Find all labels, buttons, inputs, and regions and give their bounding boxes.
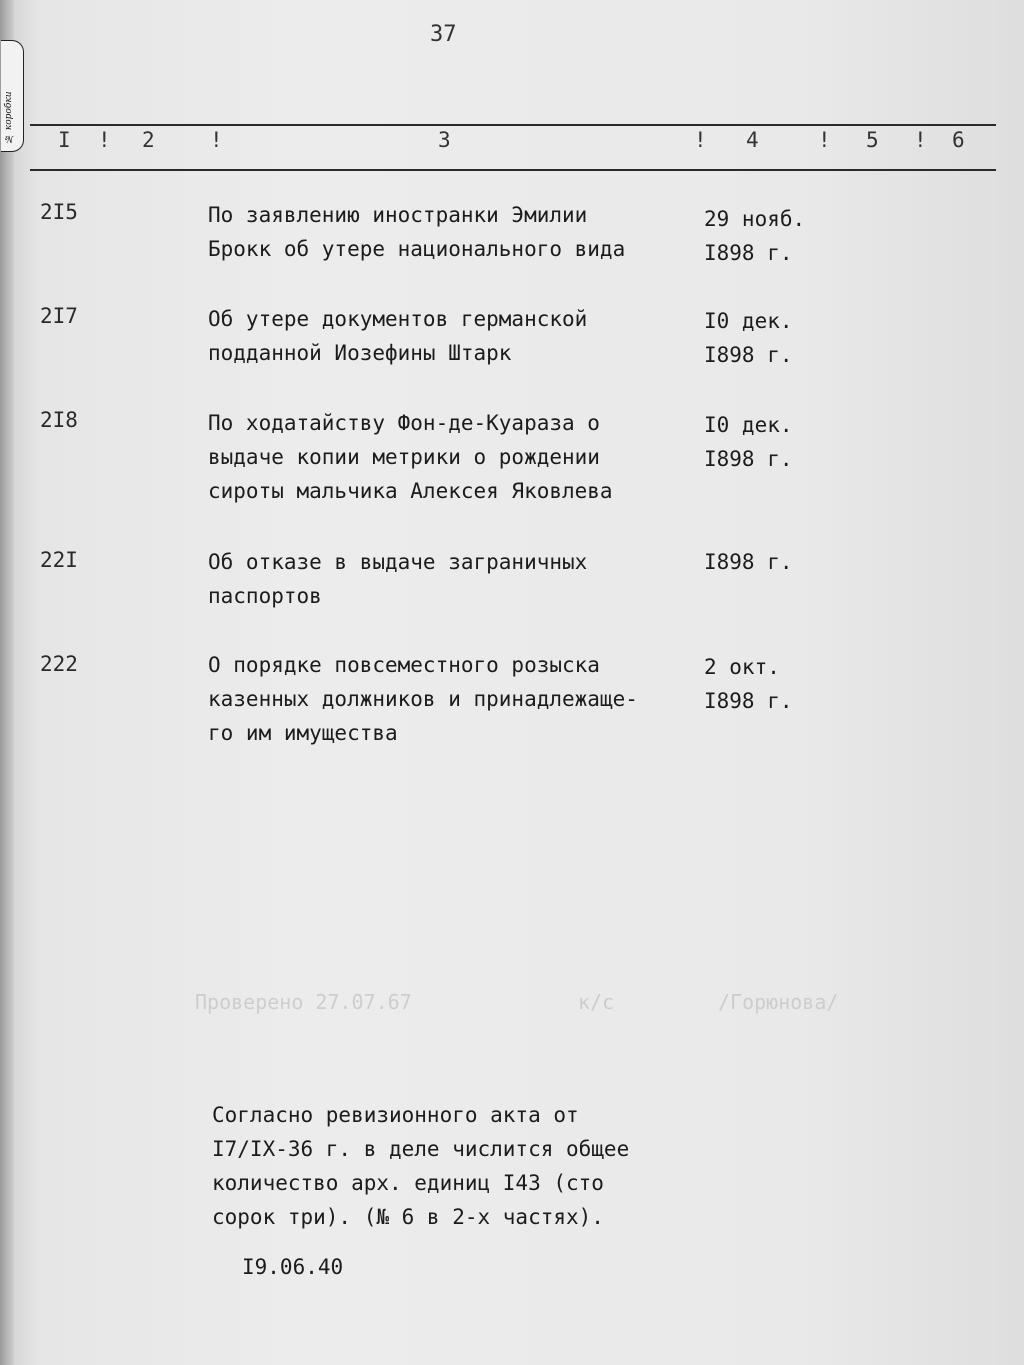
bleed-through-text: к/с xyxy=(578,990,615,1014)
case-title: По заявлению иностранки Эмилии Брокк об утере национального вида xyxy=(208,203,626,261)
revision-note: Согласно ревизионного акта от I7/IX-36 г. в деле числится общее количество арх. единиц I43 (сто сорок три). (№ 6 в 2-х частях). xyxy=(212,1103,630,1229)
binding-spine xyxy=(0,0,14,1365)
case-title: Об утере документов германской подданной Иозефины Штарк xyxy=(208,307,588,365)
case-title: О порядке повсеместного розыска казенных должников и принадлежаще- го им имущества xyxy=(208,653,638,745)
header-col-1: I xyxy=(58,128,71,152)
case-date: I0 дек. I898 г. xyxy=(704,413,793,471)
header-bottom-rule xyxy=(30,169,996,171)
header-separator: ! xyxy=(694,128,707,152)
case-date: 29 нояб. I898 г. xyxy=(704,207,806,265)
bleed-through-text: Проверено 27.07.67 xyxy=(195,990,412,1014)
case-title: По ходатайству Фон-де-Куараза о выдаче копии метрики о рождении сироты мальчика Алексея Яковлева xyxy=(208,411,613,503)
case-date: 2 окт. I898 г. xyxy=(704,655,793,713)
case-number: 2I5 xyxy=(40,200,78,224)
header-separator: ! xyxy=(98,128,111,152)
case-number: 222 xyxy=(40,652,78,676)
note-date: I9.06.40 xyxy=(242,1255,344,1279)
header-col-3: 3 xyxy=(438,128,451,152)
bleed-through-text: /Горюнова/ xyxy=(718,990,839,1014)
case-title: Об отказе в выдаче заграничных паспортов xyxy=(208,550,588,608)
header-separator: ! xyxy=(818,128,831,152)
header-separator: ! xyxy=(210,128,223,152)
header-col-5: 5 xyxy=(866,128,879,152)
header-top-rule xyxy=(30,124,996,126)
case-number: 22I xyxy=(40,548,78,572)
case-number: 2I7 xyxy=(40,304,78,328)
header-col-6: 6 xyxy=(952,128,965,152)
case-number: 2I8 xyxy=(40,408,78,432)
case-date: I0 дек. I898 г. xyxy=(704,309,793,367)
case-date: I898 г. xyxy=(704,550,793,574)
spine-label: № коробки xyxy=(4,91,14,143)
header-separator: ! xyxy=(914,128,927,152)
header-col-4: 4 xyxy=(746,128,759,152)
page-number: 37 xyxy=(430,22,457,47)
header-col-2: 2 xyxy=(142,128,155,152)
